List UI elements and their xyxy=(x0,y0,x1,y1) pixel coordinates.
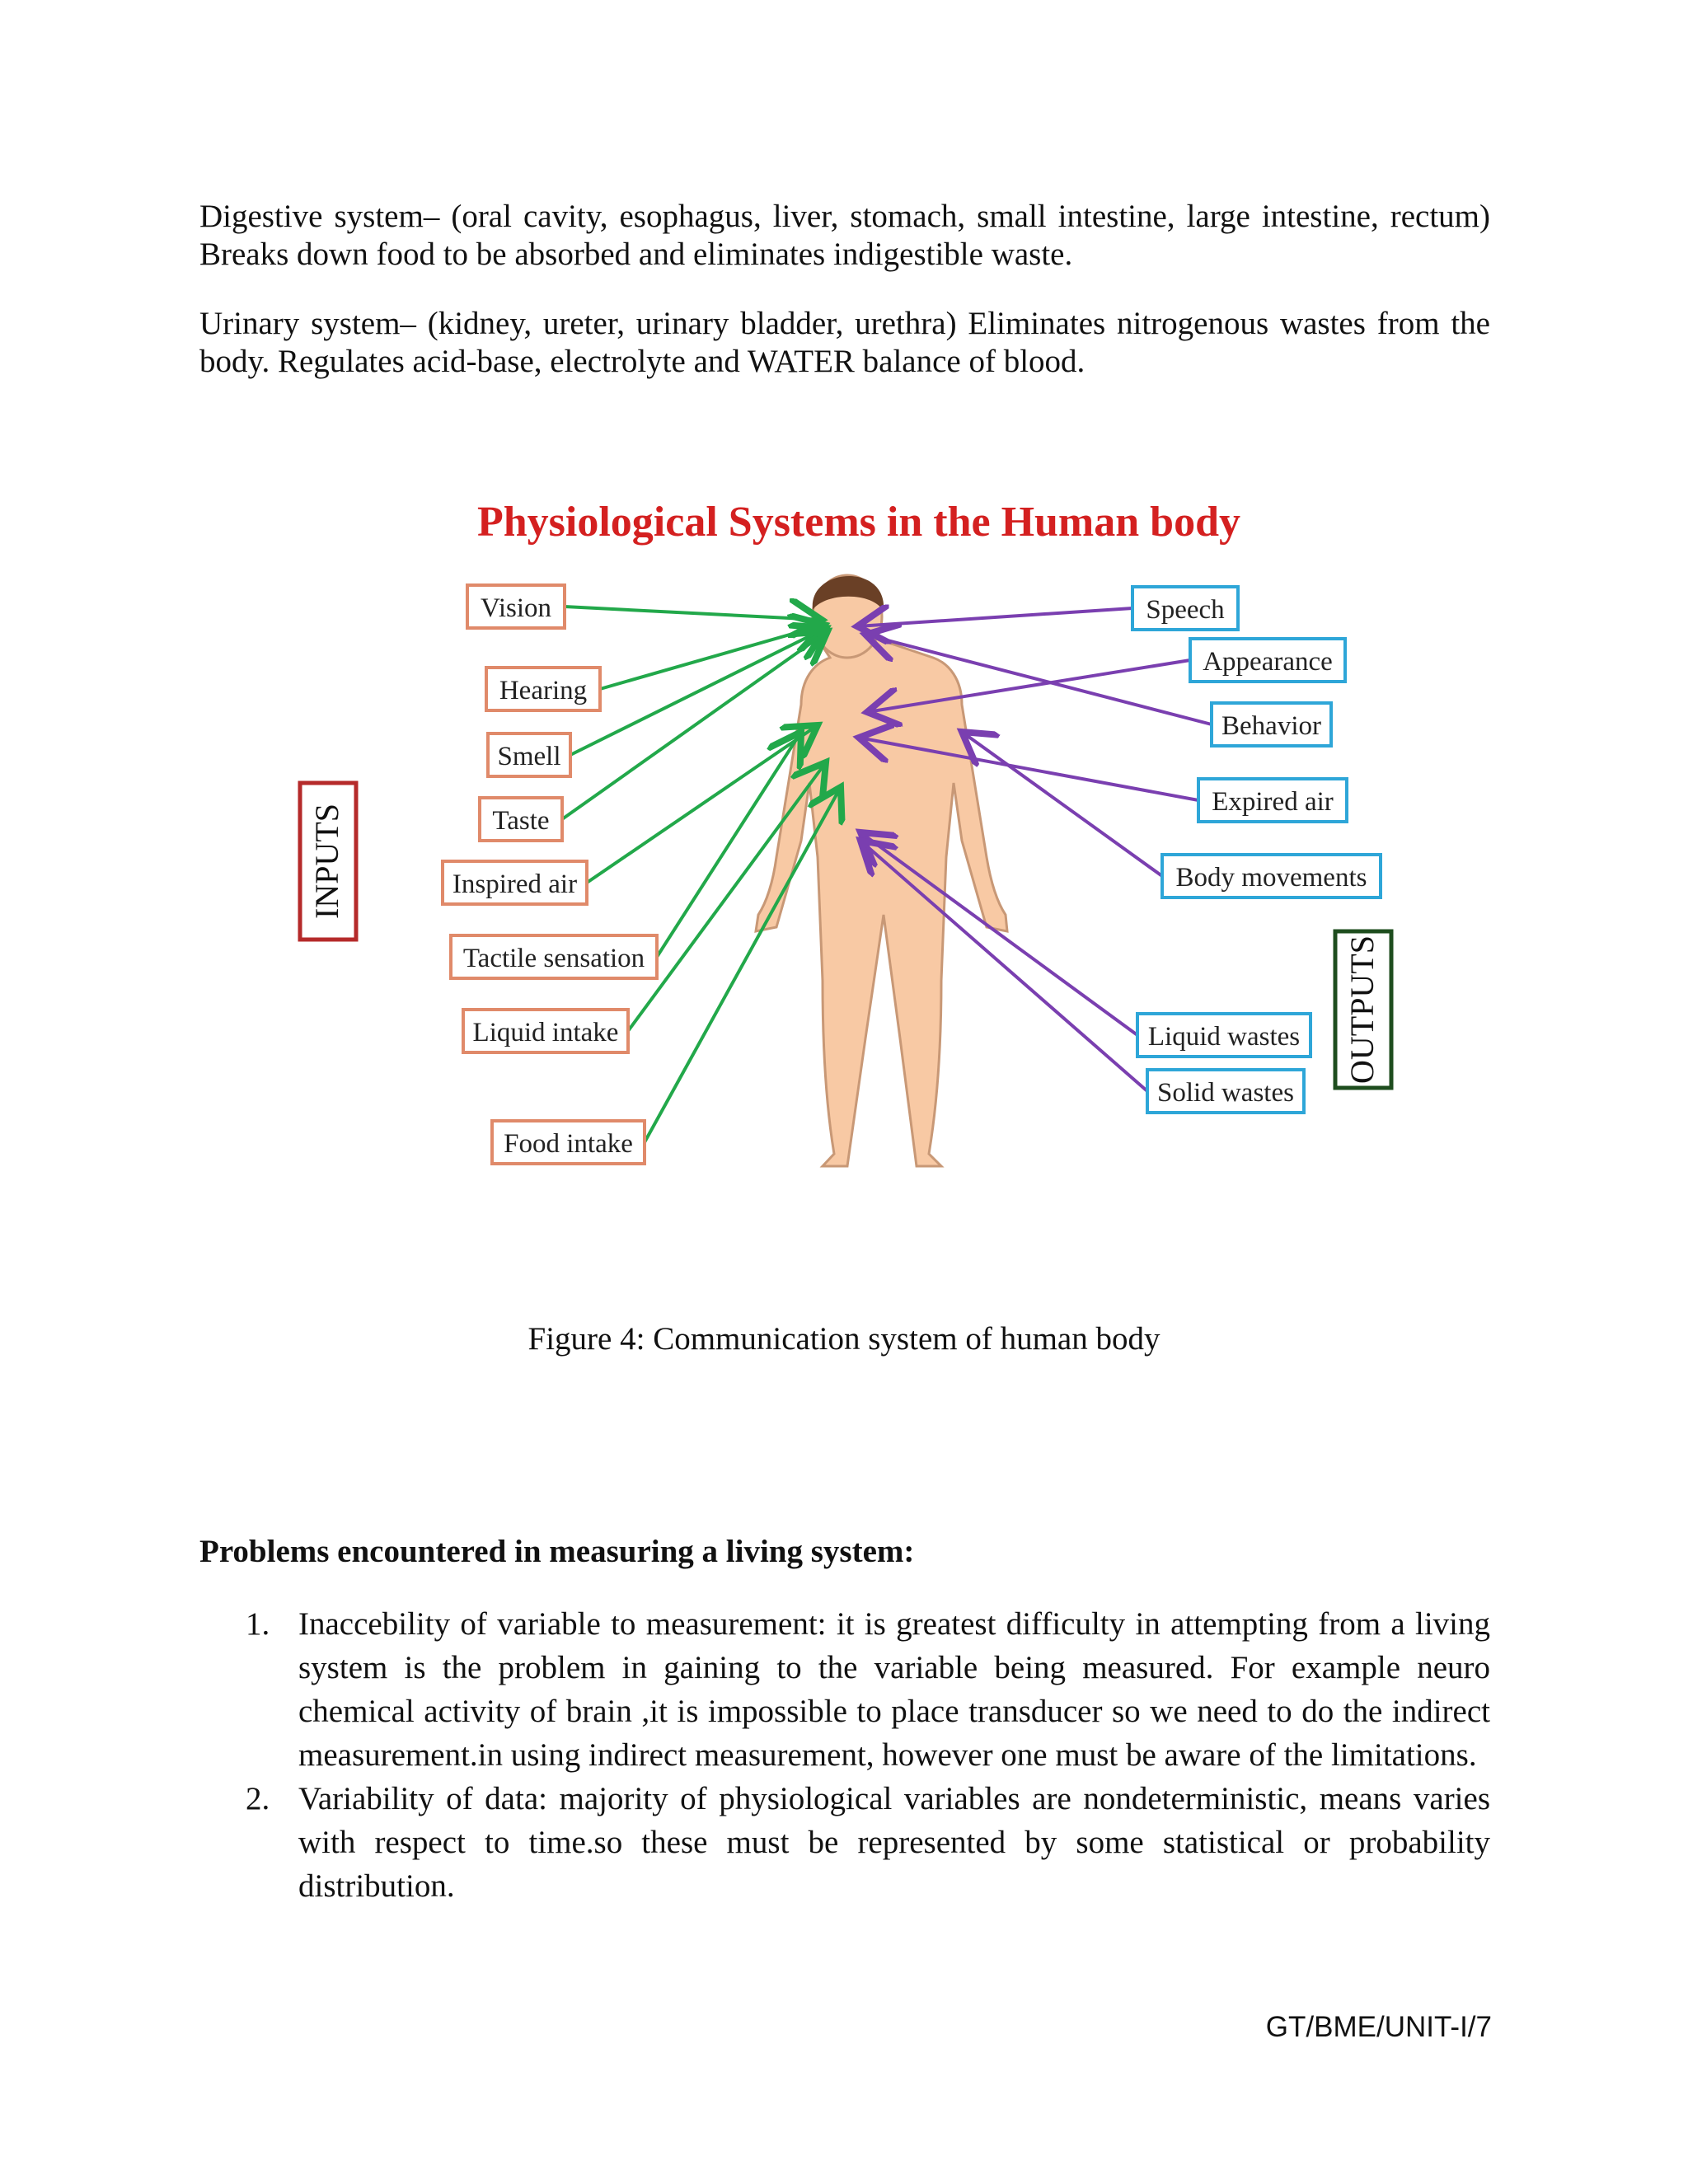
figure-caption: Figure 4: Communication system of human body xyxy=(528,1321,1160,1357)
list-item-text: Variability of data: majority of physiological variables are nondeterministic, means varies with respect to time.so these must be represented by some statistical or probability distribution. xyxy=(298,1781,1490,1904)
list-item xyxy=(199,1602,1490,1777)
output-box-solid-wastes xyxy=(1147,1070,1304,1113)
input-box-vision xyxy=(467,585,565,628)
input-box-taste xyxy=(480,798,562,841)
input-box-label: Smell xyxy=(497,742,561,771)
output-box-speech xyxy=(1132,587,1238,630)
urinary-paragraph: Urinary system– (kidney, ureter, urinary bladder, urethra) Eliminates nitrogenous wastes from the body. Regulates acid-base, electrolyte and WATER balance of blood. xyxy=(199,306,1490,379)
list-item-number: 2. xyxy=(246,1781,270,1816)
output-box-appearance xyxy=(1190,639,1345,682)
output-box-body-movements xyxy=(1162,855,1381,898)
output-box-label: Body movements xyxy=(1175,863,1367,893)
digestive-paragraph: Digestive system– (oral cavity, esophagus, liver, stomach, small intestine, large intestine, rectum) Breaks down food to be absorbed and eliminates indigestible waste. xyxy=(199,199,1490,272)
input-box-inspired-air xyxy=(443,861,587,904)
output-box-label: Liquid wastes xyxy=(1147,1022,1301,1052)
output-box-liquid-wastes xyxy=(1137,1014,1311,1057)
output-box-label: Solid wastes xyxy=(1157,1078,1294,1108)
input-arrow-smell xyxy=(570,628,826,755)
input-box-label: Hearing xyxy=(499,676,588,705)
input-box-label: Inspired air xyxy=(452,869,578,899)
input-box-label: Liquid intake xyxy=(472,1018,619,1047)
figure-title: Physiological Systems in the Human body xyxy=(476,499,1241,546)
input-boxes xyxy=(443,585,657,1164)
section-heading: Problems encountered in measuring a living system: xyxy=(199,1534,915,1569)
input-box-label: Tactile sensation xyxy=(462,944,645,973)
input-box-label: Food intake xyxy=(504,1129,633,1159)
input-box-hearing xyxy=(486,668,600,710)
input-box-food-intake xyxy=(492,1121,645,1164)
outputs-label: OUTPUTS xyxy=(1343,935,1381,1085)
input-box-label: Taste xyxy=(492,806,550,836)
input-arrow-vision xyxy=(565,607,822,620)
input-box-smell xyxy=(488,733,570,776)
output-box-behavior xyxy=(1212,703,1331,746)
list-item-number: 1. xyxy=(246,1606,270,1642)
problems-list xyxy=(199,1602,1490,1908)
output-box-label: Expired air xyxy=(1212,787,1334,817)
outputs-frame xyxy=(1335,931,1391,1088)
input-box-liquid-intake xyxy=(463,1010,628,1052)
physiological-systems-figure xyxy=(290,470,1428,1294)
page-footer: GT/BME/UNIT-I/7 xyxy=(1265,2011,1492,2043)
input-arrow-food-intake xyxy=(645,787,841,1142)
output-box-label: Appearance xyxy=(1203,647,1333,677)
output-box-label: Speech xyxy=(1146,595,1225,625)
list-item-text: Inaccebility of variable to measurement: it is greatest difficulty in attempting from a living system is the problem in gaining to the variable being measured. For example neuro chemical activity of brain ,it is impossible to place transducer so we need to do the indirect measurement.in using indirect measurement, however one must be aware of the limitations. xyxy=(298,1606,1490,1773)
input-box-label: Vision xyxy=(480,593,552,623)
output-arrow-speech xyxy=(857,608,1132,626)
input-box-tactile-sensation xyxy=(451,935,657,978)
output-box-label: Behavior xyxy=(1221,711,1321,741)
inputs-label: INPUTS xyxy=(308,803,345,920)
inputs-frame xyxy=(300,783,356,940)
output-arrow-body-movements xyxy=(962,732,1162,876)
list-item xyxy=(199,1777,1490,1908)
output-box-expired-air xyxy=(1198,779,1347,822)
